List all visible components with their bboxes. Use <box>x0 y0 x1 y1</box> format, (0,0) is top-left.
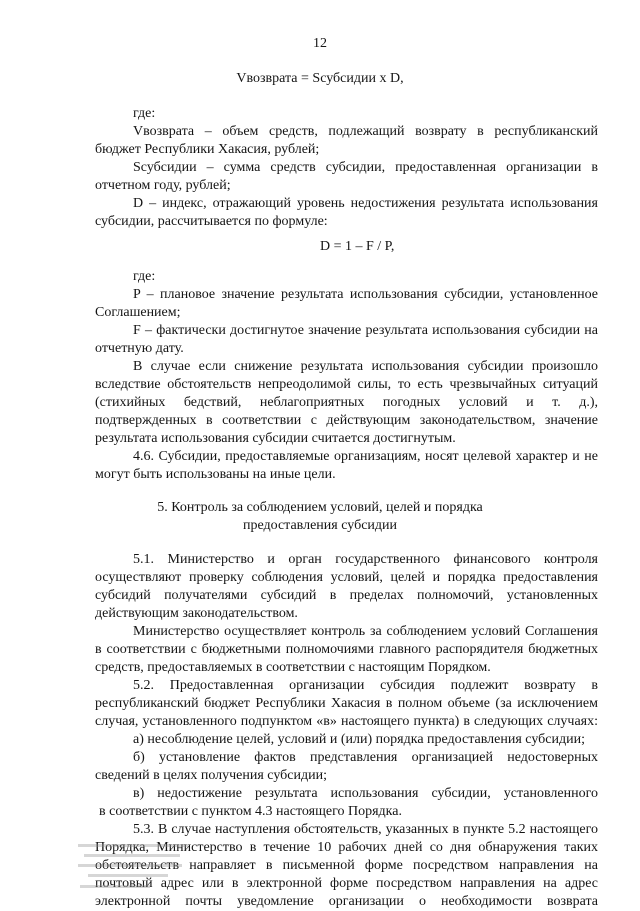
text-line: Порядка, Министерство в течение 10 рабочих дней со дня обнаружения таких <box>95 840 598 855</box>
page-number: 12 <box>313 36 327 51</box>
text-line: электронной почты уведомление организации о необходимости возврата <box>95 894 598 909</box>
text-line: субсидии, рассчитывается по формуле: <box>95 214 328 229</box>
heading-line: предоставления субсидии <box>242 518 398 533</box>
where-label: где: <box>133 269 156 284</box>
text-line: F – фактически достигнутое значение результата использования субсидии на <box>133 323 598 338</box>
text-line: субсидий получателями субсидий в пределах полномочий, установленных <box>95 588 598 603</box>
text-line: в соответствии с бюджетными полномочиями главного распорядителя бюджетных <box>95 642 598 657</box>
text-line: сведений в целях получения субсидии; <box>95 768 327 783</box>
text-line: Vвозврата – объем средств, подлежащий возврату в республиканский <box>133 124 598 139</box>
formula-d: D = 1 – F / P, <box>320 239 395 254</box>
text-line: б) установление фактов представления организацией недостоверных <box>133 750 598 765</box>
heading-line: 5. Контроль за соблюдением условий, целей и порядка <box>157 500 483 515</box>
text-line: действующим законодательством. <box>95 606 298 621</box>
text-line: отчетную дату. <box>95 341 184 356</box>
text-line: средств, предоставляемых в соответствии с настоящим Порядком. <box>95 660 491 675</box>
text-line: 5.3. В случае наступления обстоятельств, указанных в пункте 5.2 настоящего <box>133 822 598 837</box>
text-line: Министерство осуществляет контроль за соблюдением условий Соглашения <box>133 624 598 639</box>
where-label: где: <box>133 106 156 121</box>
text-line: осуществляют проверку соблюдения условий, целей и порядка предоставления <box>95 570 598 585</box>
text-line: результата использования субсидии считается достигнутым. <box>95 431 456 446</box>
text-line: P – плановое значение результата использования субсидии, установленное <box>133 287 598 302</box>
text-line: республиканский бюджет Республики Хакасия в полном объеме (за исключением <box>95 696 598 711</box>
text-line: подтвержденных в соответствии с действующим законодательством, значение <box>95 413 598 428</box>
text-line: бюджет Республики Хакасия, рублей; <box>95 142 320 157</box>
list-item-a: а) несоблюдение целей, условий и (или) порядка предоставления субсидии; <box>133 732 585 747</box>
text-line: обстоятельств направляет в письменной форме посредством направления на <box>95 858 598 873</box>
text-line: отчетном году, рублей; <box>95 178 231 193</box>
text-line: D – индекс, отражающий уровень недостижения результата использования <box>133 196 598 211</box>
text-line: почтовый адрес или в электронной форме посредством направления на адрес <box>95 876 598 891</box>
text-line: (стихийных бедствий, неблагоприятных погодных условий и т. д.), <box>95 395 598 410</box>
faded-stamp <box>78 842 198 897</box>
text-line: 4.6. Субсидии, предоставляемые организациям, носят целевой характер и не <box>133 449 598 464</box>
text-line: случая, установленного подпунктом «в» настоящего пункта) в следующих случаях: <box>95 714 598 729</box>
formula-vozvrata: Vвозврата = Sсубсидии x D, <box>236 71 404 86</box>
text-line: В случае если снижение результата использования субсидии произошло <box>133 359 598 374</box>
text-line: в) недостижение результата использования субсидии, установленного <box>133 786 598 801</box>
text-line: 5.2. Предоставленная организации субсидия подлежит возврату в <box>133 678 598 693</box>
text-line: 5.1. Министерство и орган государственного финансового контроля <box>133 552 598 567</box>
text-line: в соответствии с пунктом 4.3 настоящего Порядка. <box>99 804 402 819</box>
text-line: могут быть использованы на иные цели. <box>95 467 336 482</box>
text-line: Sсубсидии – сумма средств субсидии, предоставленная организации в <box>133 160 598 175</box>
text-line: вследствие обстоятельств непреодолимой силы, то есть чрезвычайных ситуаций <box>95 377 598 392</box>
text-line: Соглашением; <box>95 305 181 320</box>
